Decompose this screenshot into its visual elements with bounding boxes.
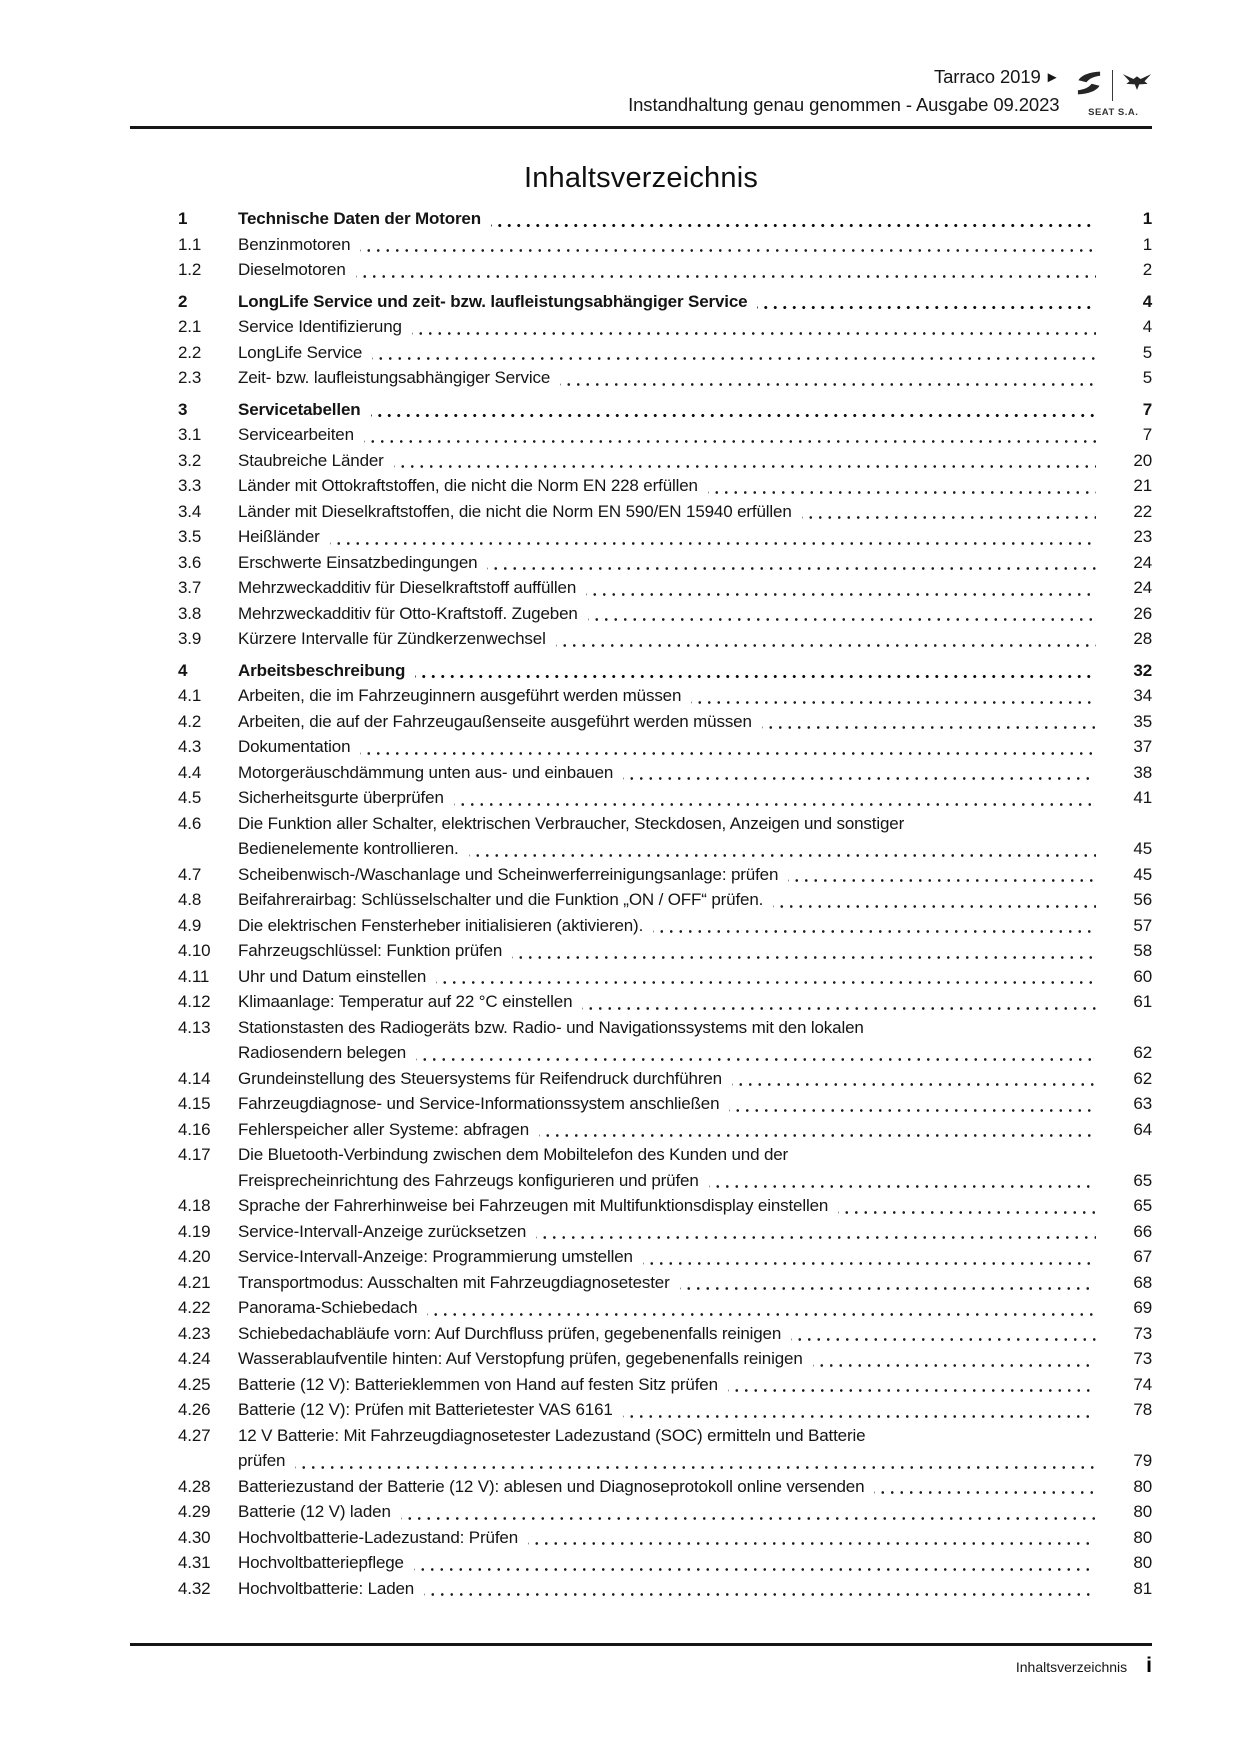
toc-entry-title: Transportmodus: Ausschalten mit Fahrzeugdiagnosetester xyxy=(238,1272,670,1292)
toc-entry-row xyxy=(130,941,1152,967)
document-subtitle: Instandhaltung genau genommen - Ausgabe 09.2023 xyxy=(628,94,1060,115)
toc-entry-title: Die Bluetooth-Verbindung zwischen dem Mobiltelefon des Kunden und der xyxy=(238,1145,789,1164)
toc-entry-page: 22 xyxy=(1133,501,1152,521)
brand-caption: SEAT S.A. xyxy=(1088,107,1139,118)
toc-entry-page: 24 xyxy=(1133,578,1152,597)
toc-entry-page: 80 xyxy=(1133,1502,1152,1521)
toc-entry-number: 3.3 xyxy=(178,476,202,495)
toc-entry-title: Motorgeräuschdämmung unten aus- und einbauen xyxy=(238,762,614,782)
toc-entry-title: Batterie (12 V): Prüfen mit Batterietester VAS 6161 xyxy=(238,1400,613,1419)
toc-entry-title: Service Identifizierung xyxy=(238,317,402,336)
page-header xyxy=(628,64,1152,118)
toc-entry-row xyxy=(130,368,1152,394)
toc-entry-title: Arbeitsbeschreibung xyxy=(238,660,406,680)
toc-leader-dots xyxy=(371,400,1097,426)
toc-leader-dots xyxy=(372,343,1096,369)
toc-entry-title: Arbeiten, die auf der Fahrzeugaußenseite ausgeführt werden müssen xyxy=(238,711,752,731)
model-name: Tarraco 2019 xyxy=(933,66,1041,87)
toc-leader-dots xyxy=(560,368,1096,394)
toc-entry-title: Sicherheitsgurte überprüfen xyxy=(238,788,444,807)
toc-entry-row xyxy=(130,343,1152,369)
toc-entry-number: 4.13 xyxy=(178,1017,211,1037)
toc-entry-page: 34 xyxy=(1133,686,1152,705)
toc-entry-number: 3 xyxy=(178,399,188,419)
toc-entry-row xyxy=(130,712,1152,738)
toc-entry-row xyxy=(130,763,1152,789)
toc-entry-page: 45 xyxy=(1133,864,1152,884)
seat-logo-icon xyxy=(1075,69,1103,102)
toc-entry-title: Fahrzeugdiagnose- und Service-Informationssystem anschließen xyxy=(238,1094,720,1113)
toc-entry-title: Hochvoltbatterie-Ladezustand: Prüfen xyxy=(238,1527,518,1547)
toc-entry-number: 3.1 xyxy=(178,425,202,444)
toc-entry-row xyxy=(130,788,1152,814)
toc-entry-row xyxy=(130,1145,1152,1171)
toc-entry-number: 3.2 xyxy=(178,450,202,470)
toc-entry-page: 7 xyxy=(1142,399,1152,419)
toc-entry-title: Mehrzweckadditiv für Dieselkraftstoff auffüllen xyxy=(238,578,577,597)
toc-leader-dots xyxy=(412,317,1096,343)
toc-entry-number: 4.32 xyxy=(178,1578,211,1598)
toc-entry-number: 3.5 xyxy=(178,527,202,546)
toc-entry-page: 80 xyxy=(1133,1476,1152,1496)
toc-entry-title: Zeit- bzw. laufleistungsabhängiger Service xyxy=(238,368,551,387)
toc-entry-title: Panorama-Schiebedach xyxy=(238,1298,418,1317)
toc-entry-title: Benzinmotoren xyxy=(238,234,351,254)
toc-entry-title: Länder mit Ottokraftstoffen, die nicht die Norm EN 228 erfüllen xyxy=(238,476,698,495)
toc-entry-page: 20 xyxy=(1133,450,1152,470)
toc-entry-page: 38 xyxy=(1133,762,1152,782)
toc-entry-row xyxy=(130,1247,1152,1273)
toc-entry-number: 2.3 xyxy=(178,368,202,387)
toc-leader-dots xyxy=(360,235,1096,261)
footer-label: Inhaltsverzeichnis xyxy=(1015,1659,1128,1675)
toc-entry-page: 73 xyxy=(1133,1323,1152,1343)
toc-leader-dots xyxy=(708,476,1096,502)
toc-leader-dots xyxy=(802,502,1096,528)
toc-leader-dots xyxy=(295,1451,1096,1477)
toc-entry-page: 2 xyxy=(1142,260,1152,279)
toc-leader-dots xyxy=(582,992,1096,1018)
toc-entry-number: 4.30 xyxy=(178,1527,211,1547)
toc-entry-number: 4.21 xyxy=(178,1272,211,1292)
toc-entry-number: 4.15 xyxy=(178,1094,211,1113)
toc-entry-page: 35 xyxy=(1133,711,1152,731)
toc-entry-row xyxy=(130,814,1152,840)
toc-entry-page: 5 xyxy=(1142,368,1152,387)
toc-entry-title: Staubreiche Länder xyxy=(238,450,384,470)
toc-entry-page: 80 xyxy=(1133,1553,1152,1572)
toc-entry-page: 79 xyxy=(1133,1451,1152,1470)
toc-entry-row xyxy=(130,1400,1152,1426)
toc-entry-title: Dokumentation xyxy=(238,737,351,756)
header-rule xyxy=(130,126,1152,129)
footer-rule xyxy=(130,1643,1152,1646)
toc-entry-number: 4.3 xyxy=(178,737,202,756)
toc-entry-number: 4.18 xyxy=(178,1196,211,1215)
toc-entry-title: LongLife Service xyxy=(238,342,363,362)
toc-entry-row xyxy=(130,1298,1152,1324)
toc-entry-row xyxy=(130,260,1152,286)
toc-leader-dots xyxy=(416,1043,1096,1069)
toc-entry-title: Service-Intervall-Anzeige: Programmierung umstellen xyxy=(238,1247,633,1266)
toc-entry-number: 2.1 xyxy=(178,317,202,336)
toc-entry-number: 4.5 xyxy=(178,788,202,807)
model-line xyxy=(628,64,1059,92)
toc-entry-page: 63 xyxy=(1133,1094,1152,1113)
toc-entry-number: 4.8 xyxy=(178,890,202,909)
toc-entry-page: 73 xyxy=(1133,1349,1152,1368)
toc-leader-dots xyxy=(414,1553,1096,1579)
toc-leader-dots xyxy=(588,604,1096,630)
toc-entry-row xyxy=(130,476,1152,502)
toc-entry-page: 60 xyxy=(1133,966,1152,986)
toc-leader-dots xyxy=(623,1400,1096,1426)
toc-entry-title: Klimaanlage: Temperatur auf 22 °C einstellen xyxy=(238,992,573,1011)
toc-entry-page: 45 xyxy=(1133,839,1152,858)
toc-entry-number: 4.23 xyxy=(178,1323,211,1343)
page-title: Inhaltsverzeichnis xyxy=(523,162,759,194)
toc-entry-number: 2 xyxy=(178,291,188,311)
toc-entry-number: 4.29 xyxy=(178,1502,211,1521)
toc-entry-row xyxy=(130,1477,1152,1503)
toc-entry-page: 61 xyxy=(1133,992,1152,1011)
toc-entry-row xyxy=(130,1069,1152,1095)
toc-entry-title: Dieselmotoren xyxy=(238,260,346,279)
toc-leader-dots xyxy=(356,260,1096,286)
toc-entry-page: 65 xyxy=(1133,1196,1152,1215)
toc-entry-page: 5 xyxy=(1142,342,1152,362)
toc-entry-row xyxy=(130,916,1152,942)
toc-leader-dots xyxy=(454,788,1096,814)
toc-leader-dots xyxy=(394,451,1096,477)
toc-entry-title: Hochvoltbatteriepflege xyxy=(238,1553,404,1572)
toc-entry-number: 4.25 xyxy=(178,1374,211,1394)
toc-entry-title: Radiosendern belegen xyxy=(238,1043,407,1062)
toc-entry-number: 3.6 xyxy=(178,552,202,572)
toc-entry-row xyxy=(130,1273,1152,1299)
toc-entry-number: 4.1 xyxy=(178,686,202,705)
toc-entry-page: 81 xyxy=(1133,1578,1152,1598)
toc-leader-dots xyxy=(788,865,1096,891)
toc-leader-dots xyxy=(732,1069,1096,1095)
toc-entry-title: LongLife Service und zeit- bzw. laufleistungsabhängiger Service xyxy=(238,291,748,311)
toc-entry-title: Fehlerspeicher aller Systeme: abfragen xyxy=(238,1119,530,1139)
toc-entry-row xyxy=(130,1018,1152,1044)
toc-entry-row xyxy=(130,451,1152,477)
toc-entry-title: Die Funktion aller Schalter, elektrischen Verbraucher, Steckdosen, Anzeigen und sonstiger xyxy=(238,813,905,833)
toc-entry-number: 1.2 xyxy=(178,260,202,279)
toc-entry-title: Technische Daten der Motoren xyxy=(238,209,481,228)
toc-entry-row xyxy=(130,400,1152,426)
toc-leader-dots xyxy=(556,629,1096,655)
toc-leader-dots xyxy=(838,1196,1096,1222)
toc-entry-row-continued xyxy=(130,1043,1152,1069)
toc-entry-number: 4.11 xyxy=(178,966,210,986)
toc-entry-title: Batterie (12 V): Batterieklemmen von Hand auf festen Sitz prüfen xyxy=(238,1374,718,1394)
toc-entry-page: 1 xyxy=(1142,209,1152,228)
toc-leader-dots xyxy=(487,553,1096,579)
toc-entry-number: 4.26 xyxy=(178,1400,211,1419)
toc-entry-title: Stationstasten des Radiogeräts bzw. Radio- und Navigationssystems mit den lokalen xyxy=(238,1017,864,1037)
toc-entry-page: 56 xyxy=(1133,890,1152,909)
toc-entry-page: 7 xyxy=(1142,425,1152,444)
toc-entry-number: 3.9 xyxy=(178,629,202,648)
toc-leader-dots xyxy=(874,1477,1096,1503)
cupra-logo-icon xyxy=(1122,73,1152,98)
toc-entry-page: 62 xyxy=(1133,1043,1152,1062)
toc-entry-title: Erschwerte Einsatzbedingungen xyxy=(238,552,478,572)
toc-entry-row xyxy=(130,629,1152,655)
toc-entry-number: 4.16 xyxy=(178,1119,211,1139)
toc-entry-page: 24 xyxy=(1133,552,1152,572)
toc-leader-dots xyxy=(528,1528,1096,1554)
toc-entry-row xyxy=(130,737,1152,763)
toc-entry-title: Hochvoltbatterie: Laden xyxy=(238,1578,415,1598)
footer-page-number: i xyxy=(1146,1654,1152,1677)
toc-entry-title: Kürzere Intervalle für Zündkerzenwechsel xyxy=(238,629,546,648)
toc-leader-dots xyxy=(539,1120,1096,1146)
toc-entry-number: 4.28 xyxy=(178,1476,211,1496)
toc-entry-page: 64 xyxy=(1133,1119,1152,1139)
toc-leader-dots xyxy=(586,578,1096,604)
toc-entry-number: 4 xyxy=(178,660,188,680)
toc-entry-number: 4.2 xyxy=(178,711,202,731)
toc-entry-title: Servicearbeiten xyxy=(238,425,354,444)
toc-entry-page: 69 xyxy=(1133,1298,1152,1317)
toc-entry-title: Arbeiten, die im Fahrzeuginnern ausgeführt werden müssen xyxy=(238,686,682,705)
toc-leader-dots xyxy=(762,712,1096,738)
toc-entry-page: 4 xyxy=(1142,291,1152,311)
toc-entry-title: Bedienelemente kontrollieren. xyxy=(238,839,459,858)
toc-leader-dots xyxy=(360,737,1096,763)
toc-entry-title: prüfen xyxy=(238,1451,286,1470)
toc-entry-title: Wasserablaufventile hinten: Auf Verstopfung prüfen, gegebenenfalls reinigen xyxy=(238,1349,803,1368)
toc-leader-dots xyxy=(427,1298,1096,1324)
toc-entry-number: 1.1 xyxy=(178,234,202,254)
toc-leader-dots xyxy=(691,686,1096,712)
brand-block xyxy=(1075,64,1153,118)
toc-entry-page: 66 xyxy=(1133,1221,1152,1241)
toc-leader-dots xyxy=(729,1094,1096,1120)
toc-entry-number: 4.24 xyxy=(178,1349,211,1368)
toc-entry-number: 4.12 xyxy=(178,992,211,1011)
toc-entry-title: Schiebedachabläufe vorn: Auf Durchfluss prüfen, gegebenenfalls reinigen xyxy=(238,1323,782,1343)
toc-entry-number: 3.8 xyxy=(178,603,202,623)
toc-entry-title: Fahrzeugschlüssel: Funktion prüfen xyxy=(238,941,503,960)
toc-leader-dots xyxy=(436,967,1096,993)
toc-leader-dots xyxy=(415,661,1096,687)
toc-entry-page: 41 xyxy=(1133,788,1152,807)
toc-entry-number: 4.17 xyxy=(178,1145,211,1164)
toc-entry-page: 74 xyxy=(1133,1374,1152,1394)
toc-entry-page: 26 xyxy=(1133,603,1152,623)
toc-entry-number: 4.22 xyxy=(178,1298,211,1317)
toc-entry-page: 4 xyxy=(1142,317,1152,336)
header-text xyxy=(628,64,1059,118)
toc-entry-number: 4.14 xyxy=(178,1068,211,1088)
toc-entry-row xyxy=(130,1375,1152,1401)
toc-entry-page: 1 xyxy=(1142,234,1152,254)
arrow-right-icon: ► xyxy=(1044,69,1060,86)
toc-entry-row xyxy=(130,1196,1152,1222)
toc-leader-dots xyxy=(791,1324,1096,1350)
toc-entry-row xyxy=(130,553,1152,579)
toc-entry-title: Grundeinstellung des Steuersystems für Reifendruck durchführen xyxy=(238,1068,722,1088)
toc-leader-dots xyxy=(728,1375,1096,1401)
toc-entry-row xyxy=(130,292,1152,318)
toc-entry-title: Länder mit Dieselkraftstoffen, die nicht die Norm EN 590/EN 15940 erfüllen xyxy=(238,501,792,521)
toc-entry-number: 4.19 xyxy=(178,1221,211,1241)
toc-entry-title: Mehrzweckadditiv für Otto-Kraftstoff. Zugeben xyxy=(238,603,578,623)
toc-entry-page: 32 xyxy=(1133,660,1152,680)
toc-leader-dots xyxy=(469,839,1096,865)
toc-entry-row xyxy=(130,317,1152,343)
toc-entry-page: 58 xyxy=(1133,941,1152,960)
toc-entry-row xyxy=(130,1324,1152,1350)
toc-entry-page: 80 xyxy=(1133,1527,1152,1547)
page-footer xyxy=(1016,1654,1152,1678)
toc-entry-page: 37 xyxy=(1133,737,1152,756)
toc-entry-number: 4.6 xyxy=(178,813,202,833)
toc-entry-page: 23 xyxy=(1133,527,1152,546)
toc-list xyxy=(130,209,1152,1604)
toc-leader-dots xyxy=(364,425,1096,451)
toc-entry-row xyxy=(130,235,1152,261)
toc-entry-title: Die elektrischen Fensterheber initialisieren (aktivieren). xyxy=(238,915,644,935)
toc-leader-dots xyxy=(512,941,1096,967)
toc-leader-dots xyxy=(773,890,1096,916)
toc-entry-row xyxy=(130,890,1152,916)
toc-entry-row xyxy=(130,1349,1152,1375)
toc-entry-row xyxy=(130,209,1152,235)
toc-entry-number: 2.2 xyxy=(178,342,202,362)
toc-entry-page: 21 xyxy=(1133,476,1152,495)
toc-leader-dots xyxy=(491,209,1096,235)
toc-entry-page: 62 xyxy=(1133,1068,1152,1088)
toc-entry-row xyxy=(130,1502,1152,1528)
toc-entry-page: 28 xyxy=(1133,629,1152,648)
toc-entry-number: 3.4 xyxy=(178,501,202,521)
toc-leader-dots xyxy=(653,916,1096,942)
toc-entry-row xyxy=(130,604,1152,630)
toc-leader-dots xyxy=(709,1171,1096,1197)
toc-entry-page: 67 xyxy=(1133,1247,1152,1266)
toc-entry-row xyxy=(130,967,1152,993)
toc-entry-title: Sprache der Fahrerhinweise bei Fahrzeugen mit Multifunktionsdisplay einstellen xyxy=(238,1196,829,1215)
toc-entry-row xyxy=(130,1528,1152,1554)
toc-entry-title: Scheibenwisch-/Waschanlage und Scheinwerferreinigungsanlage: prüfen xyxy=(238,864,779,884)
toc-entry-page: 65 xyxy=(1133,1170,1152,1190)
toc-entry-number: 4.9 xyxy=(178,915,202,935)
toc-entry-title: Beifahrerairbag: Schlüsselschalter und die Funktion „ON / OFF“ prüfen. xyxy=(238,890,764,909)
toc-leader-dots xyxy=(757,292,1096,318)
toc-entry-page: 78 xyxy=(1133,1400,1152,1419)
page-content xyxy=(130,0,1152,1753)
toc-entry-row-continued xyxy=(130,1451,1152,1477)
toc-leader-dots xyxy=(536,1222,1096,1248)
toc-leader-dots xyxy=(813,1349,1096,1375)
toc-entry-title: Servicetabellen xyxy=(238,399,361,419)
toc-entry-page: 57 xyxy=(1133,915,1152,935)
toc-entry-title: 12 V Batterie: Mit Fahrzeugdiagnosetester Ladezustand (SOC) ermitteln und Batterie xyxy=(238,1425,866,1445)
toc-entry-number: 3.7 xyxy=(178,578,202,597)
toc-entry-page: 68 xyxy=(1133,1272,1152,1292)
toc-entry-number: 4.27 xyxy=(178,1425,211,1445)
toc-entry-row xyxy=(130,527,1152,553)
toc-entry-row xyxy=(130,865,1152,891)
brand-logos xyxy=(1075,69,1153,102)
toc-entry-number: 4.31 xyxy=(178,1553,211,1572)
toc-leader-dots xyxy=(623,763,1096,789)
toc-entry-title: Heißländer xyxy=(238,527,320,546)
toc-entry-row-continued xyxy=(130,1171,1152,1197)
toc-leader-dots xyxy=(330,527,1096,553)
toc-entry-number: 1 xyxy=(178,209,188,228)
toc-leader-dots xyxy=(643,1247,1096,1273)
toc-entry-title: Freisprecheinrichtung des Fahrzeugs konfigurieren und prüfen xyxy=(238,1170,699,1190)
toc-entry-row xyxy=(130,661,1152,687)
toc-entry-title: Service-Intervall-Anzeige zurücksetzen xyxy=(238,1221,527,1241)
toc-entry-row xyxy=(130,1426,1152,1452)
toc-entry-row xyxy=(130,1094,1152,1120)
toc-entry-number: 4.10 xyxy=(178,941,211,960)
toc-entry-row xyxy=(130,425,1152,451)
toc-entry-row xyxy=(130,578,1152,604)
toc-entry-number: 4.4 xyxy=(178,762,202,782)
toc-entry-title: Uhr und Datum einstellen xyxy=(238,966,427,986)
toc-entry-row xyxy=(130,502,1152,528)
toc-entry-row xyxy=(130,1579,1152,1605)
toc-entry-number: 4.7 xyxy=(178,864,202,884)
toc-entry-row xyxy=(130,1222,1152,1248)
logo-divider xyxy=(1112,70,1114,101)
toc-entry-row xyxy=(130,992,1152,1018)
toc-entry-row-continued xyxy=(130,839,1152,865)
toc-entry-title: Batteriezustand der Batterie (12 V): ablesen und Diagnoseprotokoll online versenden xyxy=(238,1476,865,1496)
toc-entry-row xyxy=(130,1120,1152,1146)
toc-entry-number: 4.20 xyxy=(178,1247,211,1266)
toc-leader-dots xyxy=(401,1502,1096,1528)
toc-leader-dots xyxy=(424,1579,1096,1605)
toc-entry-row xyxy=(130,1553,1152,1579)
toc-entry-row xyxy=(130,686,1152,712)
toc-entry-title: Batterie (12 V) laden xyxy=(238,1502,391,1521)
toc-leader-dots xyxy=(680,1273,1096,1299)
